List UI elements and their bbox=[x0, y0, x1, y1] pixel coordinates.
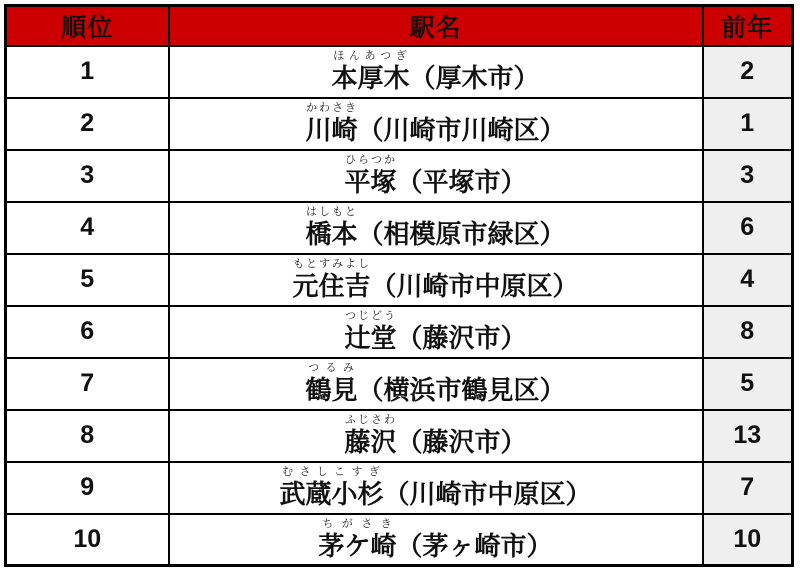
rank-cell: 8 bbox=[6, 410, 169, 462]
station-name-with-furigana bbox=[305, 206, 358, 250]
table-row bbox=[6, 46, 793, 98]
station-name-with-furigana bbox=[331, 50, 410, 94]
station-name: 橋本 bbox=[305, 219, 358, 250]
prev-year-cell: 6 bbox=[703, 202, 793, 254]
rank-cell: 3 bbox=[6, 150, 169, 202]
header-row bbox=[6, 6, 793, 46]
station-cell bbox=[169, 46, 703, 98]
rank-cell: 1 bbox=[6, 46, 169, 98]
station-name-with-furigana bbox=[292, 258, 371, 302]
furigana: はしもと bbox=[305, 206, 358, 219]
furigana: もとすみよし bbox=[292, 258, 371, 271]
station-name: 藤沢 bbox=[344, 427, 397, 458]
table-row bbox=[6, 462, 793, 514]
furigana: むさしこすぎ bbox=[279, 466, 384, 479]
station-cell bbox=[169, 306, 703, 358]
station-cell bbox=[169, 202, 703, 254]
table-row bbox=[6, 306, 793, 358]
station-location: （相模原市緑区） bbox=[357, 219, 566, 250]
prev-year-cell: 2 bbox=[703, 46, 793, 98]
table-row bbox=[6, 410, 793, 462]
table-body bbox=[6, 46, 793, 566]
rank-cell: 5 bbox=[6, 254, 169, 306]
col-header-station: 駅名 bbox=[169, 6, 703, 46]
station-name: 辻堂 bbox=[344, 323, 397, 354]
table-row bbox=[6, 358, 793, 410]
table-row bbox=[6, 254, 793, 306]
prev-year-cell: 4 bbox=[703, 254, 793, 306]
station-cell bbox=[169, 514, 703, 566]
rank-cell: 10 bbox=[6, 514, 169, 566]
station-name: 平塚 bbox=[344, 167, 397, 198]
station-name: 鶴見 bbox=[305, 375, 358, 406]
station-location: （厚木市） bbox=[409, 63, 540, 94]
table-row bbox=[6, 514, 793, 566]
station-location: （藤沢市） bbox=[396, 427, 527, 458]
station-name-with-furigana bbox=[305, 102, 358, 146]
prev-year-cell: 13 bbox=[703, 410, 793, 462]
station-location: （川崎市中原区） bbox=[370, 271, 579, 302]
prev-year-cell: 5 bbox=[703, 358, 793, 410]
station-cell bbox=[169, 462, 703, 514]
col-header-rank: 順位 bbox=[6, 6, 169, 46]
rank-cell: 2 bbox=[6, 98, 169, 150]
station-name-with-furigana bbox=[344, 154, 397, 198]
station-location: （川崎市中原区） bbox=[383, 479, 592, 510]
rank-cell: 4 bbox=[6, 202, 169, 254]
furigana: つじどう bbox=[344, 310, 397, 323]
table-row bbox=[6, 150, 793, 202]
prev-year-cell: 3 bbox=[703, 150, 793, 202]
station-cell bbox=[169, 358, 703, 410]
station-name-with-furigana bbox=[318, 518, 397, 562]
station-name: 武蔵小杉 bbox=[279, 479, 384, 510]
station-cell bbox=[169, 98, 703, 150]
table-row bbox=[6, 98, 793, 150]
station-name-with-furigana bbox=[344, 414, 397, 458]
prev-year-cell: 10 bbox=[703, 514, 793, 566]
station-ranking-table bbox=[4, 4, 794, 567]
table-row bbox=[6, 202, 793, 254]
station-location: （川崎市川崎区） bbox=[357, 115, 566, 146]
prev-year-cell: 1 bbox=[703, 98, 793, 150]
rank-cell: 6 bbox=[6, 306, 169, 358]
station-name-with-furigana bbox=[344, 310, 397, 354]
furigana: かわさき bbox=[305, 102, 358, 115]
rank-cell: 7 bbox=[6, 358, 169, 410]
prev-year-cell: 7 bbox=[703, 462, 793, 514]
station-cell bbox=[169, 254, 703, 306]
station-location: （茅ヶ崎市） bbox=[396, 531, 553, 562]
station-cell bbox=[169, 150, 703, 202]
furigana: ひらつか bbox=[344, 154, 397, 167]
furigana: ほんあつぎ bbox=[331, 50, 410, 63]
prev-year-cell: 8 bbox=[703, 306, 793, 358]
furigana: つるみ bbox=[305, 362, 358, 375]
rank-cell: 9 bbox=[6, 462, 169, 514]
station-name-with-furigana bbox=[279, 466, 384, 510]
furigana: ふじさわ bbox=[344, 414, 397, 427]
table-header bbox=[6, 6, 793, 46]
station-location: （藤沢市） bbox=[396, 323, 527, 354]
station-name-with-furigana bbox=[305, 362, 358, 406]
station-location: （平塚市） bbox=[396, 167, 527, 198]
station-location: （横浜市鶴見区） bbox=[357, 375, 566, 406]
station-cell bbox=[169, 410, 703, 462]
station-name: 元住吉 bbox=[292, 271, 371, 302]
col-header-prev-year: 前年 bbox=[703, 6, 793, 46]
furigana: ちがさき bbox=[318, 518, 397, 531]
station-name: 川崎 bbox=[305, 115, 358, 146]
station-name: 茅ケ崎 bbox=[318, 531, 397, 562]
station-name: 本厚木 bbox=[331, 63, 410, 94]
